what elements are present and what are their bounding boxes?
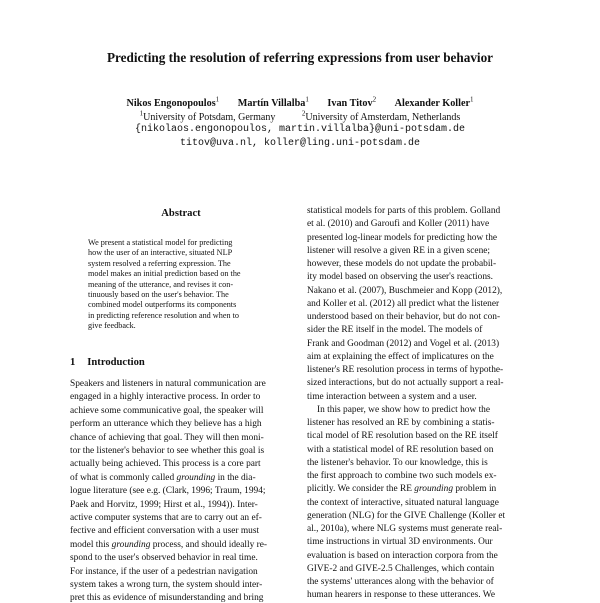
text-line: engaged in a highly interactive process. In order to	[70, 392, 261, 403]
email-line: titov@uva.nl, koller@ling.uni-potsdam.de	[179, 138, 421, 149]
author: Martín Villalba$^1$	[237, 96, 309, 110]
text-line: listener's RE resolution process in terms of hypothe-	[307, 365, 504, 375]
author: Ivan Titov$^2$	[327, 96, 377, 110]
text-line: Frank and Goodman (2012) and Vogel et al. (2013)	[307, 338, 500, 349]
text-line: ity model based on observing the user's reactions.	[307, 272, 494, 283]
text-line: model this grounding process, and should ideally re-	[70, 539, 268, 550]
text-line: the first approach to combine two such models ex-	[307, 471, 497, 481]
text-line: the listener's behavior. To our knowledge, this is	[307, 457, 488, 468]
paper-title: Predicting the resolution of referring expressions from user behavior	[106, 50, 494, 65]
text-line: listener will resolve a given RE in a given scene;	[307, 245, 491, 256]
text-line: the context of interactive, situated natural language	[307, 497, 499, 508]
text-line: chance of achieving that goal. They will then moni-	[70, 432, 264, 443]
text-line: aim at explaining the effect of implicatures on the	[307, 351, 494, 362]
author: Alexander Koller$^1$	[394, 96, 474, 110]
text-line: combined model outperforms its components	[88, 300, 237, 310]
text-line: In this paper, we show how to predict how the	[317, 404, 491, 415]
section-heading: 1 Introduction	[70, 357, 145, 368]
text-line: model makes an initial prediction based on the	[88, 269, 241, 279]
text-line: the systems' utterances along with the behavior of	[307, 577, 494, 587]
text-line: fective and efficient conversation with a user must	[70, 526, 260, 537]
text-line: tor the listener's behavior to see whether this goal is	[70, 446, 265, 456]
text-line: pret this as evidence of misunderstanding and bring	[70, 593, 264, 603]
text-line: how the user of an interactive, situated NLP	[88, 248, 233, 258]
text-line: time instructions in virtual 3D environments. Our	[307, 537, 493, 548]
text-line: Paek and Horvitz, 1999; Hirst et al., 1994)). Inter-	[70, 499, 258, 510]
text-line: system resolved a referring expression. The	[88, 258, 231, 268]
text-line: statistical models for parts of this problem. Golland	[307, 206, 501, 216]
text-line: We present a statistical model for predicting	[88, 238, 233, 247]
text-line: achieve some communicative goal, the speaker will	[70, 405, 264, 416]
text-line: spond to the user's observed behavior in real time.	[70, 553, 258, 564]
abstract-heading: Abstract	[161, 208, 201, 219]
text-line: tical model of RE resolution based on the RE itself	[307, 431, 498, 442]
text-line: plicitly. We consider the RE grounding problem in	[307, 484, 497, 495]
text-line: Nakano et al. (2007), Buschmeier and Kopp (2012),	[307, 285, 503, 296]
author: Nikos Engonopoulos$^1$	[126, 96, 220, 110]
text-line: give feedback.	[88, 321, 136, 331]
text-line: For instance, if the user of a pedestrian navigation	[70, 566, 258, 577]
text-line: understood based on their behavior, but do not con-	[307, 312, 501, 322]
text-line: with a statistical model of RE resolution based on	[307, 444, 494, 455]
text-line: human hearers in response to these utterances. We	[307, 590, 496, 601]
text-line: meaning of the utterance, and revises it con-	[88, 279, 234, 289]
text-line: actually being achieved. This process is a core part	[70, 459, 261, 470]
author-list	[0, 96, 600, 109]
text-line: evaluation is based on interaction corpora from the	[307, 550, 498, 561]
text-line: perform an utterance which they believe has a high	[70, 419, 262, 430]
text-line: of what is commonly called grounding in the dia-	[70, 472, 256, 483]
text-line: and Koller et al. (2012) all predict what the listener	[307, 298, 500, 309]
text-line: in predicting reference resolution and when to	[88, 310, 239, 320]
text-line: system takes a wrong turn, the system should inter-	[70, 580, 263, 590]
text-line: presented log-linear models for predicting how the	[307, 232, 498, 243]
affiliation: $^2$University of Amsterdam, Netherlands	[301, 110, 461, 124]
text-line: tinuously based on the user's behavior. The	[88, 290, 229, 299]
text-line: time interaction between a system and a user.	[307, 391, 477, 402]
text-line: al., 2010a), where NLG systems must generate real-	[307, 524, 503, 534]
text-line: GIVE-2 and GIVE-2.5 Challenges, which contain	[307, 563, 495, 574]
text-line: active computer systems that are to carry out an ef-	[70, 513, 262, 523]
text-line: generation (NLG) for the GIVE Challenge (Koller et	[307, 510, 506, 521]
text-line: sider the RE itself in the model. The models of	[307, 325, 483, 336]
affiliation: $^1$University of Potsdam, Germany	[139, 110, 276, 124]
email-line: {nikolaos.engonopoulos, martin.villalba}@uni-potsdam.de	[134, 124, 466, 135]
text-line: logue literature (see e.g. (Clark, 1996; Traum, 1994;	[70, 486, 266, 497]
text-line: et al. (2010) and Garoufi and Koller (2011) have	[307, 219, 490, 230]
text-line: listener has resolved an RE by combining a statis-	[307, 418, 495, 428]
text-line: sized interactions, but do not actually support a real-	[307, 378, 504, 389]
text-line: Speakers and listeners in natural communication are	[70, 379, 266, 389]
affiliations	[0, 110, 600, 123]
text-line: however, these models do not update the probabil-	[307, 259, 497, 269]
